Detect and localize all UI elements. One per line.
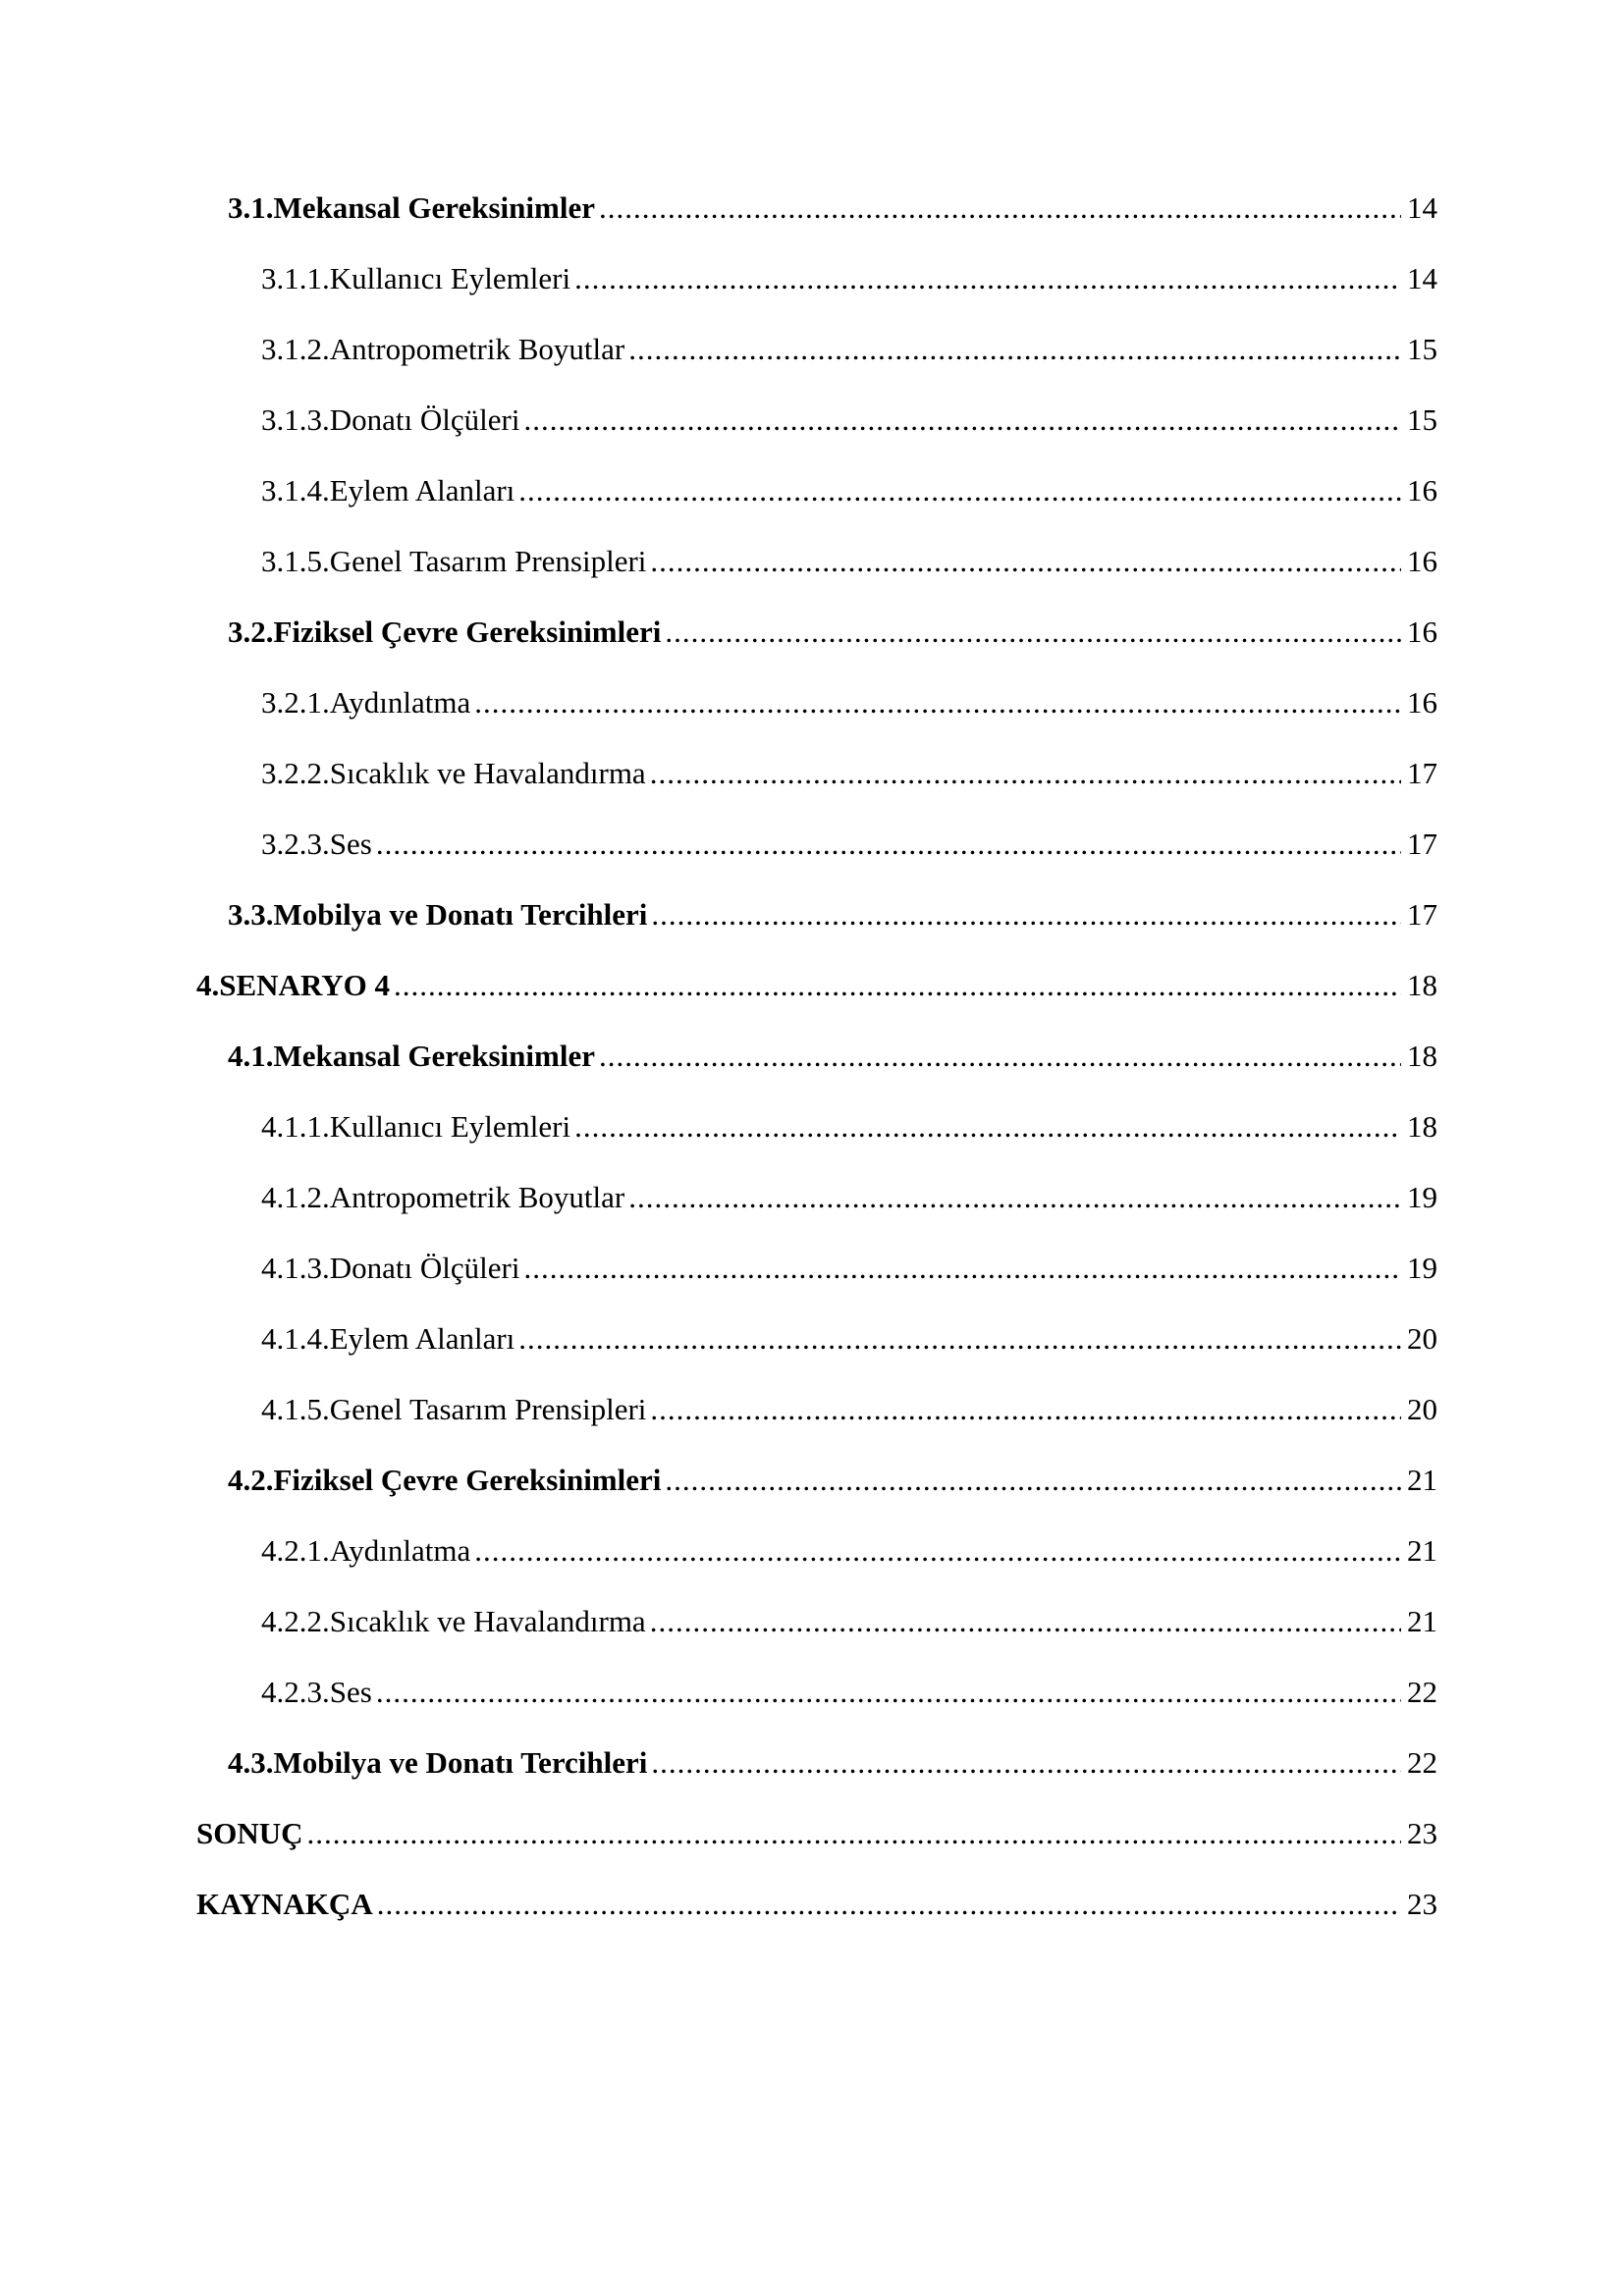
toc-entry-label: 3.3.Mobilya ve Donatı Tercihleri (228, 897, 648, 932)
toc-entry-label: 4.2.Fiziksel Çevre Gereksinimleri (228, 1463, 662, 1497)
toc-entry-page-number: 16 (1407, 614, 1437, 649)
toc-entry[interactable] (196, 259, 1437, 330)
toc-entry-label: 4.1.3.Donatı Ölçüleri (261, 1251, 520, 1285)
toc-entry[interactable] (196, 1461, 1437, 1531)
toc-entry-page-number: 23 (1407, 1887, 1437, 1921)
toc-entry-page-number: 20 (1407, 1392, 1437, 1426)
toc-entry-page-number: 16 (1407, 473, 1437, 507)
dot-leader (518, 1319, 1401, 1359)
dot-leader (628, 1178, 1401, 1217)
toc-entry[interactable] (196, 1319, 1437, 1390)
toc-entry-page-number: 17 (1407, 897, 1437, 932)
dot-leader (523, 400, 1401, 440)
dot-leader (307, 1814, 1401, 1853)
dot-leader (651, 1743, 1401, 1783)
toc-entry-page-number: 19 (1407, 1251, 1437, 1285)
toc-entry-label: 3.1.5.Genel Tasarım Prensipleri (261, 544, 647, 578)
dot-leader (650, 754, 1401, 793)
dot-leader (599, 1037, 1401, 1076)
toc-entry-label: 4.1.Mekansal Gereksinimler (228, 1039, 595, 1073)
dot-leader (650, 1602, 1401, 1641)
toc-entry[interactable] (196, 471, 1437, 542)
toc-entry-label: 3.2.Fiziksel Çevre Gereksinimleri (228, 614, 662, 649)
dot-leader (394, 966, 1401, 1005)
dot-leader (376, 1673, 1401, 1712)
dot-leader (523, 1249, 1401, 1288)
toc-entry-page-number: 22 (1407, 1745, 1437, 1780)
toc-entry-page-number: 17 (1407, 827, 1437, 861)
toc-entry-page-number: 21 (1407, 1604, 1437, 1638)
toc-entry[interactable] (196, 1885, 1437, 1955)
toc-entry[interactable] (196, 683, 1437, 754)
toc-entry[interactable] (196, 1602, 1437, 1673)
toc-entry[interactable] (196, 895, 1437, 966)
toc-entry-page-number: 21 (1407, 1533, 1437, 1568)
toc-entry[interactable] (196, 825, 1437, 895)
toc-entry-label: 3.1.Mekansal Gereksinimler (228, 190, 595, 225)
toc-entry-page-number: 17 (1407, 756, 1437, 790)
toc-entry-page-number: 14 (1407, 261, 1437, 295)
toc-entry-label: 4.1.4.Eylem Alanları (261, 1321, 515, 1356)
toc-entry-page-number: 18 (1407, 968, 1437, 1002)
toc-entry-label: 3.2.3.Ses (261, 827, 372, 861)
toc-entry-page-number: 19 (1407, 1180, 1437, 1214)
toc-entry[interactable] (196, 1743, 1437, 1814)
toc-entry-page-number: 15 (1407, 402, 1437, 437)
dot-leader (377, 1885, 1401, 1924)
dot-leader (665, 1461, 1401, 1500)
toc-entry-label: 3.1.2.Antropometrik Boyutlar (261, 332, 625, 366)
toc-entry-page-number: 15 (1407, 332, 1437, 366)
toc-entry-page-number: 18 (1407, 1039, 1437, 1073)
dot-leader (650, 542, 1401, 581)
toc-entry-page-number: 16 (1407, 544, 1437, 578)
toc-entry-page-number: 16 (1407, 685, 1437, 720)
toc-entry-label: 4.1.1.Kullanıcı Eylemleri (261, 1109, 571, 1144)
dot-leader (574, 259, 1401, 298)
toc-entry[interactable] (196, 542, 1437, 613)
toc-entry-page-number: 18 (1407, 1109, 1437, 1144)
dot-leader (665, 613, 1401, 652)
toc-entry-label: 4.2.3.Ses (261, 1675, 372, 1709)
toc-entry-label: 4.1.2.Antropometrik Boyutlar (261, 1180, 625, 1214)
toc-entry[interactable] (196, 966, 1437, 1037)
dot-leader (574, 1107, 1401, 1147)
toc-entry-label: 3.2.2.Sıcaklık ve Havalandırma (261, 756, 646, 790)
toc-entry-label: 3.1.4.Eylem Alanları (261, 473, 515, 507)
toc-entry[interactable] (196, 330, 1437, 400)
dot-leader (651, 895, 1401, 934)
toc-entry[interactable] (196, 400, 1437, 471)
toc-entry[interactable] (196, 1531, 1437, 1602)
table-of-contents (196, 188, 1437, 1955)
toc-entry-label: 4.1.5.Genel Tasarım Prensipleri (261, 1392, 647, 1426)
toc-entry-label: 4.2.2.Sıcaklık ve Havalandırma (261, 1604, 646, 1638)
toc-entry-label: 3.1.1.Kullanıcı Eylemleri (261, 261, 571, 295)
toc-entry[interactable] (196, 1814, 1437, 1885)
toc-entry-label: 4.3.Mobilya ve Donatı Tercihleri (228, 1745, 648, 1780)
dot-leader (474, 683, 1401, 722)
toc-entry-page-number: 14 (1407, 190, 1437, 225)
toc-entry[interactable] (196, 1673, 1437, 1743)
toc-entry-label: 3.1.3.Donatı Ölçüleri (261, 402, 520, 437)
toc-entry[interactable] (196, 1178, 1437, 1249)
toc-entry[interactable] (196, 1107, 1437, 1178)
toc-entry-label: 4.2.1.Aydınlatma (261, 1533, 471, 1568)
toc-entry-label: 3.2.1.Aydınlatma (261, 685, 471, 720)
dot-leader (376, 825, 1401, 864)
toc-entry[interactable] (196, 613, 1437, 683)
toc-entry-page-number: 20 (1407, 1321, 1437, 1356)
toc-entry-page-number: 22 (1407, 1675, 1437, 1709)
dot-leader (599, 188, 1401, 228)
toc-entry-page-number: 21 (1407, 1463, 1437, 1497)
dot-leader (518, 471, 1401, 510)
toc-entry-page-number: 23 (1407, 1816, 1437, 1850)
toc-entry[interactable] (196, 188, 1437, 259)
dot-leader (650, 1390, 1401, 1429)
toc-entry-label: 4.SENARYO 4 (196, 968, 390, 1002)
toc-entry[interactable] (196, 754, 1437, 825)
toc-entry[interactable] (196, 1037, 1437, 1107)
toc-entry[interactable] (196, 1390, 1437, 1461)
dot-leader (474, 1531, 1401, 1571)
toc-entry-label: SONUÇ (196, 1816, 303, 1850)
dot-leader (628, 330, 1401, 369)
toc-entry-label: KAYNAKÇA (196, 1887, 373, 1921)
toc-entry[interactable] (196, 1249, 1437, 1319)
